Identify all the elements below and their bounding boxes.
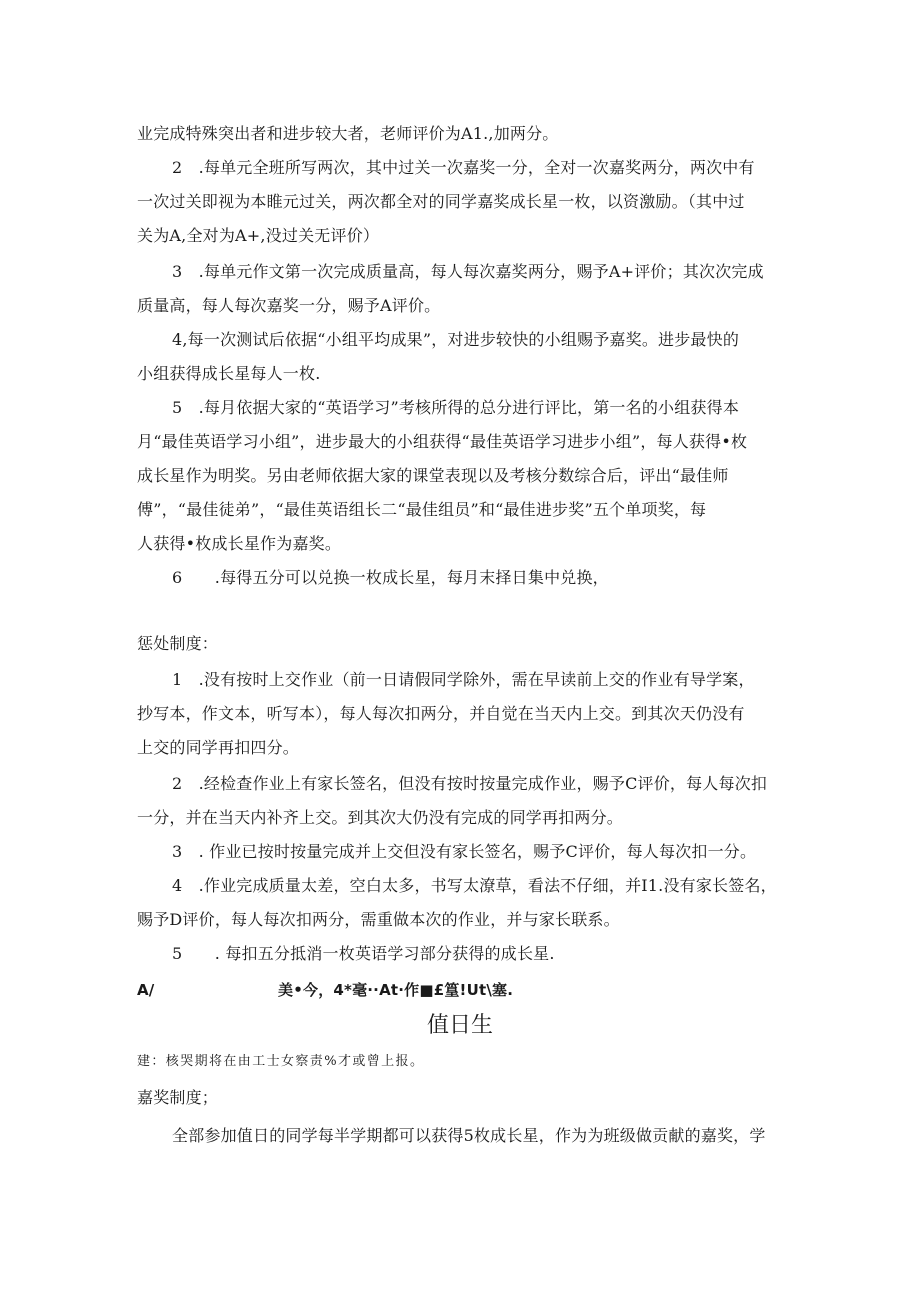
text-line: 6 .每得五分可以兑换一枚成长星，每月末择日集中兑换， bbox=[172, 568, 609, 587]
text-line: 傅”，“最佳徒弟”，“最佳英语组长二“最佳组员”和“最佳进步奖”五个单项奖，每 bbox=[137, 500, 707, 519]
text-line: 人获得•枚成长星作为嘉奖。 bbox=[137, 534, 342, 553]
text-line: 5 .每月依据大家的“英语学习”考核所得的总分进行评比，第一名的小组获得本 bbox=[172, 398, 740, 417]
text-line: 4 .作业完成质量太差，空白太多，书写太潦草，看法不仔细，并I1.没有家长签名， bbox=[172, 876, 777, 895]
text-line: 一次过关即视为本睢元过关，两次都全对的同学嘉奖成长星一枚，以资激励。（其中过 bbox=[137, 192, 745, 211]
text-line: 小组获得成长星每人一枚. bbox=[137, 364, 321, 383]
text-line: 业完成特殊突出者和进步较大者，老师评价为A1.,加两分。 bbox=[137, 124, 559, 143]
text-line: 全部参加值日的同学每半学期都可以获得5枚成长星，作为为班级做贡献的嘉奖，学 bbox=[172, 1126, 766, 1145]
text-line: 2 .每单元全班所写两次，其中过关一次嘉奖一分，全对一次嘉奖两分，两次中有 bbox=[172, 158, 755, 177]
text-line: 月“最佳英语学习小组”，进步最大的小组获得“最佳英语学习进步小组”，每人获得•枚 bbox=[137, 432, 748, 451]
section-heading-penalty: 惩处制度： bbox=[137, 634, 219, 653]
garbled-text-right: 美•今，4*毫··At·作■£篁!Ut\塞. bbox=[278, 981, 514, 999]
text-line: 3 . 作业已按时按量完成并上交但没有家长签名，赐予C评价，每人每次扣一分。 bbox=[172, 842, 757, 861]
text-line: 2 .经检查作业上有家长签名，但没有按时按量完成作业，赐予C评价，每人每次扣 bbox=[172, 774, 768, 793]
section-title: 值日生 bbox=[426, 1013, 493, 1038]
text-line: 4,每一次测试后依据“小组平均成果”，对进步较快的小组赐予嘉奖。进步最快的 bbox=[172, 330, 740, 349]
text-line: 抄写本，作文本，听写本），每人每次扣两分，并自觉在当天内上交。到其次天仍没有 bbox=[137, 704, 745, 723]
garbled-text-left: A/ bbox=[137, 981, 155, 999]
text-line: 3 .每单元作文第一次完成质量高，每人每次嘉奖两分，赐予A+评价；其次次完成 bbox=[172, 262, 764, 281]
text-line: 一分，并在当天内补齐上交。到其次大仍没有完成的同学再扣两分。 bbox=[137, 808, 624, 827]
text-line: 质量高，每人每次嘉奖一分，赐予A评价。 bbox=[137, 296, 441, 315]
note-line: 建：核哭期将在由工士女察责%才或曾上报。 bbox=[137, 1054, 425, 1069]
text-line: 成长星作为明奖。另由老师依据大家的课堂表现以及考核分数综合后，评出“最佳师 bbox=[137, 466, 729, 485]
text-line: 1 .没有按时上交作业（前一日请假同学除外，需在早读前上交的作业有导学案， bbox=[172, 670, 755, 689]
section-heading-reward: 嘉奖制度； bbox=[137, 1088, 219, 1107]
text-line: 5 . 每扣五分抵消一枚英语学习部分获得的成长星. bbox=[172, 944, 555, 963]
text-line: 赐予D评价，每人每次扣两分，需重做本次的作业，并与家长联系。 bbox=[137, 910, 620, 929]
text-line: 关为A,全对为A+,没过关无评价） bbox=[137, 226, 380, 245]
text-line: 上交的同学再扣四分。 bbox=[137, 738, 300, 757]
